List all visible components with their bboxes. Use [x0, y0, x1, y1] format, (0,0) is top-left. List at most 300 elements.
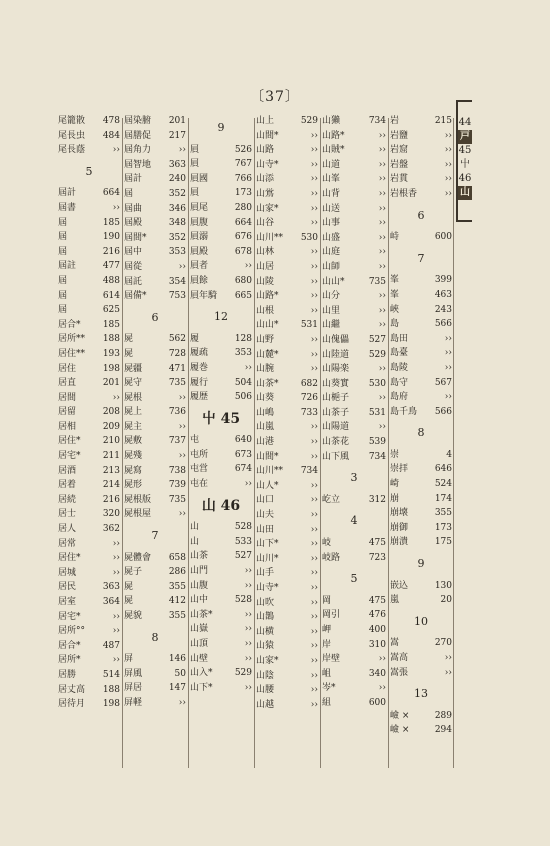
index-entry [322, 608, 386, 623]
entry-page: ›› [378, 247, 386, 258]
entry-page: 346 [168, 203, 186, 214]
column-divider [254, 118, 255, 768]
entry-page: 216 [102, 494, 120, 505]
entry-word: 屯在 [190, 479, 209, 490]
entry-word: 山茶* [190, 609, 213, 620]
entry-page: 210 [102, 436, 120, 447]
entry-page: 412 [168, 596, 186, 607]
entry-page: ›› [244, 479, 252, 490]
entry-word: 山寺* [256, 159, 279, 170]
index-column [190, 114, 252, 695]
entry-word: 嵩高 [390, 653, 409, 663]
spacer-row [390, 419, 452, 426]
entry-page: 353 [234, 348, 252, 359]
entry-page: 529 [300, 116, 318, 126]
entry-word: 屍 [124, 348, 134, 359]
index-entry [58, 274, 120, 289]
entry-word: 居所* [58, 655, 81, 666]
entry-word: 居室 [58, 597, 77, 607]
stroke-count-heading: 9 [217, 121, 225, 134]
entry-word: 居直 [58, 378, 77, 389]
entry-page: 475 [368, 538, 386, 549]
index-entry [124, 696, 186, 711]
entry-page: ›› [310, 495, 318, 506]
entry-page: 240 [168, 174, 186, 185]
index-entry [390, 506, 452, 521]
entry-page: 658 [168, 552, 186, 563]
index-entry [124, 667, 186, 682]
entry-word: 山門 [190, 566, 209, 577]
entry-page: ›› [310, 480, 318, 491]
entry-word: 居士 [58, 509, 77, 520]
entry-page: 625 [102, 305, 120, 316]
entry-page: ›› [310, 685, 318, 696]
spacer-row [190, 114, 252, 121]
entry-page: ›› [378, 145, 386, 156]
entry-page: ›› [444, 392, 452, 403]
entry-word: 峯 [390, 289, 400, 300]
index-entry [256, 450, 318, 465]
stroke-count-heading: 屮 45 [201, 410, 241, 427]
entry-word: 履歴 [190, 392, 209, 403]
entry-page: ›› [378, 188, 386, 199]
entry-page: ›› [310, 553, 318, 564]
index-entry [256, 508, 318, 523]
index-entry [322, 202, 386, 217]
spacer-row [322, 464, 386, 471]
entry-page: 484 [102, 130, 120, 141]
entry-word: 岐 [322, 538, 332, 549]
index-entry [124, 245, 186, 260]
index-entry [256, 523, 318, 538]
entry-word: 居待月 [58, 699, 86, 710]
index-entry [124, 565, 186, 580]
entry-page: ›› [244, 639, 252, 649]
entry-word: 履 [190, 333, 200, 344]
entry-word: 山鴬 [256, 188, 275, 199]
entry-word: 屍子 [124, 567, 143, 578]
entry-page: 646 [434, 464, 452, 475]
index-entry [124, 172, 186, 187]
entry-page: 487 [102, 640, 120, 651]
entry-word: 山盛 [322, 232, 341, 243]
entry-word: 居間 [58, 392, 77, 403]
entry-page: 190 [102, 232, 120, 243]
entry-page: ›› [444, 653, 452, 663]
index-entry [390, 666, 452, 681]
index-entry [322, 187, 386, 202]
index-entry [256, 683, 318, 698]
index-entry [58, 318, 120, 333]
entry-word: 山川* [256, 553, 279, 564]
entry-page: 310 [368, 639, 386, 650]
entry-word: 居住* [58, 436, 81, 447]
entry-page: ›› [444, 333, 452, 344]
index-entry [124, 652, 186, 667]
index-entry [58, 332, 120, 347]
entry-page: 50 [174, 668, 186, 679]
index-entry [58, 624, 120, 639]
entry-word: 居合* [58, 319, 81, 330]
thumb-index-tab: 山 [460, 187, 470, 198]
spacer-row [58, 158, 120, 165]
entry-page: 600 [368, 697, 386, 708]
entry-page: ›› [112, 553, 120, 564]
index-entry [58, 347, 120, 362]
entry-word: 山師 [322, 261, 341, 272]
index-entry [124, 507, 186, 522]
index-entry [190, 433, 252, 448]
index-entry [322, 231, 386, 246]
spacer-row [390, 550, 452, 557]
index-entry [58, 595, 120, 610]
index-entry [390, 230, 452, 245]
entry-word: 山獺 [322, 116, 341, 126]
entry-word: 山中 [190, 595, 209, 606]
index-entry [58, 245, 120, 260]
entry-word: 屓溺 [190, 232, 209, 243]
index-entry [256, 654, 318, 669]
entry-page: 680 [234, 275, 252, 286]
entry-page: ›› [444, 188, 452, 199]
entry-word: 山里 [322, 305, 341, 316]
entry-word: 屆計 [58, 188, 77, 199]
entry-page: 185 [102, 217, 120, 228]
index-entry [322, 406, 386, 421]
index-entry [124, 216, 186, 231]
index-entry [256, 187, 318, 202]
index-entry [58, 405, 120, 420]
entry-page: 676 [234, 232, 252, 243]
entry-word: 山下風 [322, 451, 350, 462]
spacer-row [190, 136, 252, 143]
index-entry [190, 245, 252, 260]
index-entry [190, 448, 252, 463]
entry-word: 屆曲 [124, 203, 143, 214]
entry-page: 355 [434, 508, 452, 519]
index-entry [58, 420, 120, 435]
entry-word: 崩御 [390, 522, 409, 533]
index-entry [58, 289, 120, 304]
index-entry [124, 231, 186, 246]
entry-page: 739 [168, 480, 186, 491]
index-entry [190, 535, 252, 550]
stroke-count-heading: 7 [417, 251, 425, 265]
entry-word: 山分 [322, 291, 341, 302]
entry-word: 山間* [256, 451, 279, 462]
thumb-index-tab: 45 [458, 145, 472, 156]
entry-word: 屆註 [58, 261, 77, 272]
entry-word: 岐路 [322, 552, 341, 563]
entry-page: 678 [234, 246, 252, 257]
entry-page: 355 [168, 611, 186, 621]
entry-page: 362 [102, 524, 120, 535]
index-entry [58, 639, 120, 654]
index-entry [390, 709, 452, 724]
entry-page: 734 [368, 451, 386, 462]
index-entry [322, 289, 386, 304]
entry-word: 屆備* [124, 291, 147, 302]
spacer-row [390, 202, 452, 209]
entry-page: ›› [310, 568, 318, 579]
entry-word: 屓餘 [190, 275, 209, 286]
thumb-index-tab: 46 [458, 173, 472, 184]
index-entry [322, 450, 386, 465]
entry-page: ›› [310, 655, 318, 666]
entry-word: 履行 [190, 377, 209, 388]
index-entry [124, 114, 186, 129]
entry-page: 674 [234, 464, 252, 475]
entry-word: 山下* [190, 682, 213, 693]
index-entry [190, 172, 252, 187]
index-entry [124, 434, 186, 449]
entry-page: 539 [368, 437, 386, 448]
entry-word: 山腰 [256, 685, 275, 696]
entry-page: 766 [234, 173, 252, 184]
entry-page: 529 [234, 668, 252, 679]
index-entry [256, 596, 318, 611]
index-entry [256, 231, 318, 246]
index-entry [322, 158, 386, 173]
index-entry [390, 332, 452, 347]
entry-word: 岩窟 [390, 145, 409, 156]
entry-word: 岨 [322, 668, 332, 679]
index-entry [124, 143, 186, 158]
index-entry [190, 157, 252, 172]
entry-page: 352 [168, 188, 186, 199]
spacer-row [190, 303, 252, 310]
index-entry [190, 652, 252, 667]
entry-page: ›› [178, 451, 186, 462]
entry-word: 山林 [256, 247, 275, 258]
entry-page: 193 [102, 348, 120, 359]
entry-page: ›› [310, 641, 318, 652]
index-entry [58, 522, 120, 537]
entry-word: 山道 [322, 159, 341, 170]
entry-page: 188 [102, 334, 120, 345]
entry-page: 363 [168, 159, 186, 170]
entry-page: ›› [310, 305, 318, 316]
entry-word: 屆 [58, 305, 68, 316]
stroke-count-heading: 9 [417, 557, 425, 571]
index-entry [390, 376, 452, 391]
entry-word: 崇 [390, 449, 400, 460]
index-entry [190, 274, 252, 289]
entry-word: 山 [190, 536, 200, 547]
index-entry [124, 362, 186, 377]
entry-page: ›› [378, 683, 386, 694]
entry-page: 682 [300, 378, 318, 389]
index-entry [322, 435, 386, 450]
entry-word: 山腹 [190, 580, 209, 591]
entry-page: ›› [310, 422, 318, 433]
stroke-count-heading: 8 [151, 630, 159, 644]
index-entry [58, 391, 120, 406]
entry-page: ›› [178, 392, 186, 403]
index-entry [390, 390, 452, 405]
index-entry [124, 449, 186, 464]
entry-page: ›› [244, 362, 252, 373]
index-entry [256, 435, 318, 450]
entry-word: 山根 [256, 305, 275, 316]
entry-page: 188 [102, 684, 120, 695]
index-entry [256, 479, 318, 494]
entry-page: 355 [168, 581, 186, 592]
entry-word: 屍貌 [124, 611, 143, 621]
entry-word: 山壁 [190, 653, 209, 664]
entry-page: ›› [112, 538, 120, 549]
thumb-index-tab: 44 [458, 117, 472, 128]
index-entry [322, 623, 386, 638]
index-entry [390, 492, 452, 507]
entry-page: 173 [434, 522, 452, 533]
index-entry [58, 683, 120, 698]
entry-word: 山背 [322, 188, 341, 199]
index-entry [390, 129, 452, 144]
index-entry [256, 333, 318, 348]
entry-word: 山陽道 [322, 422, 350, 433]
index-entry [256, 537, 318, 552]
index-entry [322, 333, 386, 348]
entry-page: 734 [300, 466, 318, 477]
entry-page: 280 [234, 202, 252, 213]
entry-word: 屓殿 [190, 246, 209, 257]
index-entry [124, 129, 186, 144]
entry-word: 屆 [58, 217, 68, 228]
entry-page: ›› [112, 202, 120, 213]
entry-page: ›› [310, 261, 318, 272]
entry-page: 735 [168, 494, 186, 505]
entry-word: 屆 [58, 232, 68, 243]
entry-page: ›› [310, 174, 318, 185]
index-entry [190, 289, 252, 304]
entry-page: ›› [444, 145, 452, 156]
entry-page: ›› [444, 362, 452, 373]
index-entry [190, 376, 252, 391]
entry-page: ›› [378, 159, 386, 170]
entry-page: ›› [310, 524, 318, 535]
spacer-row [390, 702, 452, 709]
entry-page: 531 [368, 407, 386, 418]
index-entry [256, 348, 318, 363]
entry-word: 山茶子 [322, 407, 350, 418]
entry-word: 居人 [58, 524, 77, 535]
entry-word: 屓 [190, 159, 200, 170]
index-entry [256, 552, 318, 567]
entry-page: ›› [178, 261, 186, 272]
entry-word: 峯 [390, 275, 400, 286]
index-entry [190, 622, 252, 637]
entry-page: 728 [168, 348, 186, 359]
entry-word: 屍 [124, 581, 134, 592]
index-entry [390, 535, 452, 550]
entry-page: ›› [244, 682, 252, 693]
entry-word: 崩 [390, 493, 400, 504]
index-entry [256, 260, 318, 275]
column-divider [320, 118, 321, 768]
entry-page: ›› [444, 348, 452, 359]
spacer-row [124, 544, 186, 551]
index-entry [256, 566, 318, 581]
entry-page: ›› [310, 334, 318, 345]
entry-page: 735 [368, 276, 386, 287]
spacer-row [124, 522, 186, 529]
entry-word: 屍 [124, 334, 134, 345]
entry-word: 尾長虫 [58, 130, 86, 141]
entry-page: 753 [168, 291, 186, 302]
entry-word: 山夫 [256, 510, 275, 521]
entry-word: 山手 [256, 568, 275, 579]
entry-page: 738 [168, 465, 186, 476]
stroke-count-heading: 6 [151, 310, 159, 324]
index-entry [124, 594, 186, 609]
entry-word: 居住 [58, 363, 77, 374]
entry-page: ›› [378, 305, 386, 316]
entry-page: 216 [102, 246, 120, 257]
spacer-row [390, 441, 452, 448]
entry-word: 居酒 [58, 465, 77, 476]
entry-word: 山越 [256, 699, 275, 710]
entry-page: 664 [102, 188, 120, 199]
entry-word: 嵩張 [390, 667, 409, 678]
entry-word: 屏軽 [124, 697, 143, 708]
entry-word: 屍上 [124, 407, 143, 418]
entry-page: ›› [112, 626, 120, 637]
index-entry [124, 187, 186, 202]
entry-word: 屆 [58, 290, 68, 301]
index-entry [190, 549, 252, 564]
index-entry [390, 651, 452, 666]
entry-page: 146 [168, 654, 186, 665]
entry-word: 居宅* [58, 451, 81, 462]
index-entry [256, 610, 318, 625]
entry-word: 屯営 [190, 464, 209, 475]
entry-page: 198 [102, 699, 120, 710]
entry-page: 463 [434, 289, 452, 300]
index-entry [58, 668, 120, 683]
index-entry [190, 143, 252, 158]
entry-page: 364 [102, 597, 120, 607]
index-entry [322, 594, 386, 609]
entry-word: 屓 [190, 144, 200, 155]
entry-word: 屆計 [124, 174, 143, 185]
index-entry [124, 376, 186, 391]
index-entry [190, 230, 252, 245]
index-entry [322, 275, 386, 290]
index-entry [256, 377, 318, 392]
entry-word: 山傀儡 [322, 334, 350, 345]
entry-page: ›› [378, 203, 386, 214]
entry-page: ›› [310, 159, 318, 170]
entry-word: 峽 [390, 304, 400, 315]
index-entry [256, 143, 318, 158]
entry-word: 山陽楽 [322, 364, 350, 375]
index-entry [390, 114, 452, 129]
entry-word: 山上 [256, 116, 275, 126]
entry-word: 崩潰 [390, 537, 409, 548]
entry-page: 399 [434, 275, 452, 286]
entry-page: 185 [102, 319, 120, 330]
entry-page: ›› [444, 130, 452, 141]
index-entry [256, 318, 318, 333]
index-entry [322, 536, 386, 551]
index-entry [124, 391, 186, 406]
entry-page: ›› [112, 145, 120, 156]
stroke-count-heading: 5 [350, 572, 358, 586]
entry-word: 尾長蔭 [58, 145, 86, 156]
index-entry [190, 462, 252, 477]
entry-word: 崇拝 [390, 464, 409, 475]
